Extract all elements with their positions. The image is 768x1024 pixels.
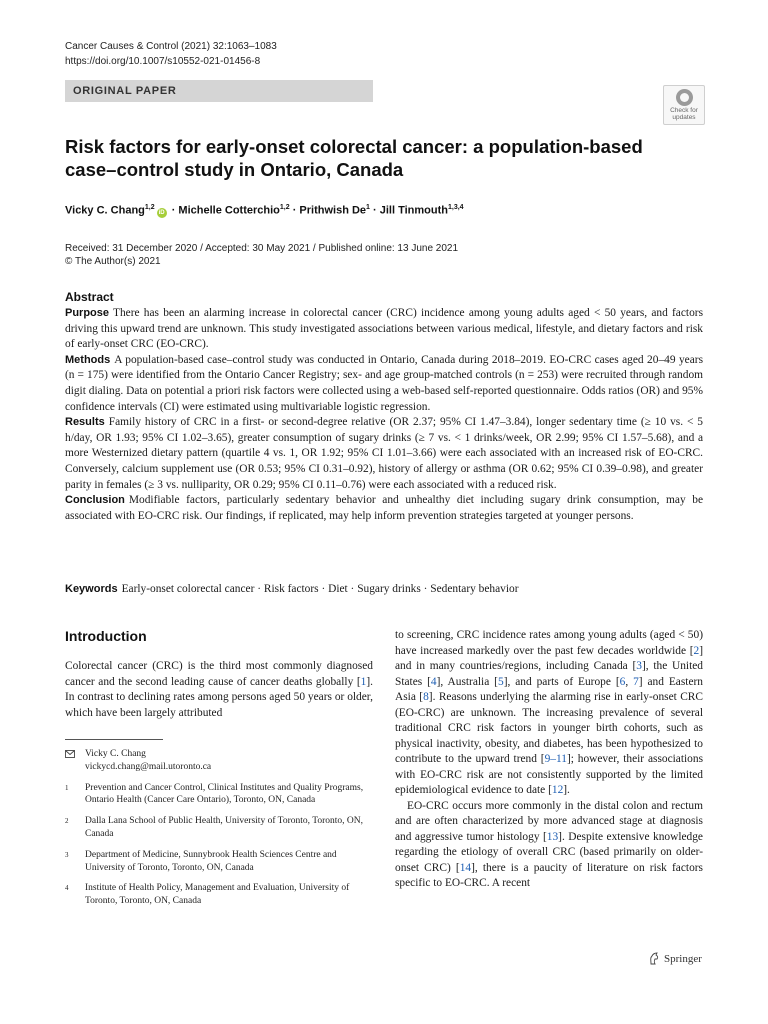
section-label: ORIGINAL PAPER <box>65 80 373 102</box>
conclusion-text: Modifiable factors, particularly sedentary behavior and unhealthy diet including sugary drink consumption, may be associated with EO-CRC risk. Our findings, if replicated, may help inform prevention strategies targeted at younger persons. <box>65 494 703 522</box>
envelope-icon <box>65 748 85 774</box>
citation-link[interactable]: 2 <box>693 644 700 657</box>
copyright: © The Author(s) 2021 <box>65 256 161 267</box>
author-list <box>65 204 464 218</box>
publication-dates <box>65 242 458 268</box>
springer-horse-icon <box>648 952 660 965</box>
intro-paragraph: Colorectal cancer (CRC) is the third most commonly diagnosed cancer and the second leading cause of cancer deaths globally [1]. In contrast to declining rates among persons aged 50 years or older, which have been largely attributed <box>65 660 373 719</box>
affiliation-text: Department of Medicine, Sunnybrook Health Sciences Centre and University of Toronto, Toronto, ON, Canada <box>85 849 337 873</box>
article-title: Risk factors for early-onset colorectal cancer: a population-based case–control study in Ontario, Canada <box>65 136 643 180</box>
history-dates: Received: 31 December 2020 / Accepted: 30 May 2021 / Published online: 13 June 2021 <box>65 243 459 254</box>
abstract-conclusion <box>65 493 703 524</box>
citation-link[interactable]: 3 <box>636 660 642 672</box>
citation-link[interactable]: 14 <box>459 861 472 874</box>
abstract <box>65 306 703 524</box>
affiliation <box>65 882 373 908</box>
author-name[interactable]: Prithwish De <box>299 204 367 217</box>
author-affiliation-ref: 1 <box>366 204 370 211</box>
author-separator: · <box>292 204 297 217</box>
affiliation <box>65 782 373 808</box>
check-for-updates-badge[interactable] <box>663 85 705 125</box>
orcid-icon[interactable]: iD <box>158 209 165 216</box>
author-name[interactable]: Michelle Cotterchio <box>178 204 280 217</box>
author-name[interactable]: Jill Tinmouth <box>379 204 448 217</box>
introduction-heading: Introduction <box>65 628 147 644</box>
intro-paragraph-continued: to screening, CRC incidence rates among young adults (aged < 50) have increased markedly over the past few decades worldwide [2] and in many countries/regions, including Canada [3], the United States [4], Australia [5], and parts of Europe [6, 7] and Eastern Asia [8]. Reasons underlying the alarming rise in early-onset CRC (EO-CRC) are unknown. The increasing prevalence of several traditional CRC risk factors in younger birth cohorts, such as physical inactivity, obesity, and diabetes, has been hypothesized to contribute to the upward trend [9–11]; however, their associations with EO-CRC risk are not consistently supported by the limited epidemiological evidence to date [12]. <box>395 629 703 796</box>
updates-badge-text: Check for updates <box>670 107 698 121</box>
abstract-purpose <box>65 306 703 353</box>
abstract-methods <box>65 353 703 415</box>
results-label: Results <box>65 416 105 429</box>
citation-link[interactable]: 1 <box>360 675 367 688</box>
right-column <box>395 628 703 892</box>
publisher-logo <box>648 952 702 965</box>
updates-icon <box>676 89 693 106</box>
affiliation-number: 4 <box>65 884 69 893</box>
journal-citation: Cancer Causes & Control (2021) 32:1063–1083 <box>65 41 277 52</box>
doi-link[interactable]: https://doi.org/10.1007/s10552-021-01456-8 <box>65 55 261 67</box>
abstract-heading: Abstract <box>65 290 114 304</box>
citation-link[interactable]: 7 <box>633 675 639 688</box>
author-name[interactable]: Vicky C. Chang <box>65 204 145 217</box>
affiliation-number: 1 <box>65 783 69 792</box>
correspondence-email[interactable]: vickycd.chang@mail.utoronto.ca <box>85 761 212 772</box>
affiliation-text: Dalla Lana School of Public Health, University of Toronto, Toronto, ON, Canada <box>85 816 363 839</box>
citation-link[interactable]: 13 <box>546 830 559 843</box>
results-text: Family history of CRC in a first- or second-degree relative (OR 2.37; 95% CI 1.47–3.84), longer sedentary time (≥ 10 vs. < 5 h/day, OR 1.93; 95% CI 1.02–3.65), greater consumption of sugary drinks (≥ 7 vs. < 1 drinks/week, OR 2.99; 95% CI 1.57–5.68), and a more Westernized dietary pattern (quartile 4 vs. 1, OR 1.92; 95% CI 1.01–3.66) were each associated with an increased risk of EO-CRC. Conversely, calcium supplement use (OR 0.53; 95% CI 0.31–0.92), history of allergy or asthma (OR 0.62; 95% CI 0.39–0.98), and greater parity in females (≥ 3 vs. nulliparity, OR 0.29; 95% CI 0.11–0.76) were each associated with a reduced risk. <box>65 416 703 491</box>
affiliation <box>65 815 373 841</box>
correspondence-name: Vicky C. Chang <box>85 749 146 759</box>
author-affiliation-ref: 1,2 <box>144 204 155 211</box>
conclusion-label: Conclusion <box>65 494 125 507</box>
keywords <box>65 582 703 597</box>
author-separator: · <box>373 204 377 217</box>
affiliation <box>65 849 373 875</box>
affiliation-text: Institute of Health Policy, Management and Evaluation, University of Toronto, Toronto, ON, Canada <box>85 883 350 907</box>
affiliation-number: 3 <box>65 850 69 859</box>
citation-link[interactable]: 6 <box>619 675 626 688</box>
citation-link[interactable]: 4 <box>430 675 437 688</box>
correspondence <box>65 748 373 774</box>
author-affiliation-ref: 1,3,4 <box>448 204 464 211</box>
citation-link[interactable]: 9–11 <box>544 753 567 765</box>
methods-text: A population-based case–control study was conducted in Ontario, Canada during 2018–2019. EO-CRC cases aged 20–49 years (n = 175) were identified from the Ontario Cancer Registry; sex- and age group-matched controls (n = 253) were recruited through random digit dialing. Data on potential a priori risk factors were collected using a web-based self-reported questionnaire. Odds ratios (OR) and 95% confidence intervals (CI) were estimated using multivariable logistic regression. <box>65 353 703 413</box>
publisher-name: Springer <box>664 952 702 965</box>
author-separator: · <box>171 204 176 217</box>
left-column <box>65 628 373 916</box>
keywords-label: Keywords <box>65 583 118 595</box>
citation-link[interactable]: 12 <box>551 784 564 796</box>
purpose-label: Purpose <box>65 307 110 319</box>
author-affiliation-ref: 1,2 <box>279 204 290 211</box>
citation-link[interactable]: 8 <box>423 691 429 703</box>
journal-header <box>65 40 277 69</box>
intro-paragraph: EO-CRC occurs more commonly in the distal colon and rectum and are often characterized by more advanced stage at diagnosis and aggressive tumor histology [13]. Despite extensive knowledge regarding the etiology of overall CRC (based primarily on older-onset CRC) [14], there is a paucity of literature on risk factors specific to EO-CRC. A recent <box>395 799 703 889</box>
purpose-text: There has been an alarming increase in colorectal cancer (CRC) incidence among young adults aged < 50 years, and factors driving this upward trend are unknown. This study investigated associations between various medical, lifestyle, and dietary factors and risk of early-onset CRC (EO-CRC). <box>65 307 703 351</box>
methods-label: Methods <box>65 353 111 366</box>
footnote-divider <box>65 739 163 740</box>
citation-link[interactable]: 5 <box>497 675 504 688</box>
footnotes <box>65 748 373 908</box>
abstract-results <box>65 415 703 493</box>
affiliation-number: 2 <box>65 817 69 826</box>
keywords-text: Early-onset colorectal cancer · Risk factors · Diet · Sugary drinks · Sedentary behavior <box>121 583 519 595</box>
affiliation-text: Prevention and Cancer Control, Clinical Institutes and Quality Programs, Ontario Health (Cancer Care Ontario), Toronto, ON, Canada <box>85 782 364 806</box>
